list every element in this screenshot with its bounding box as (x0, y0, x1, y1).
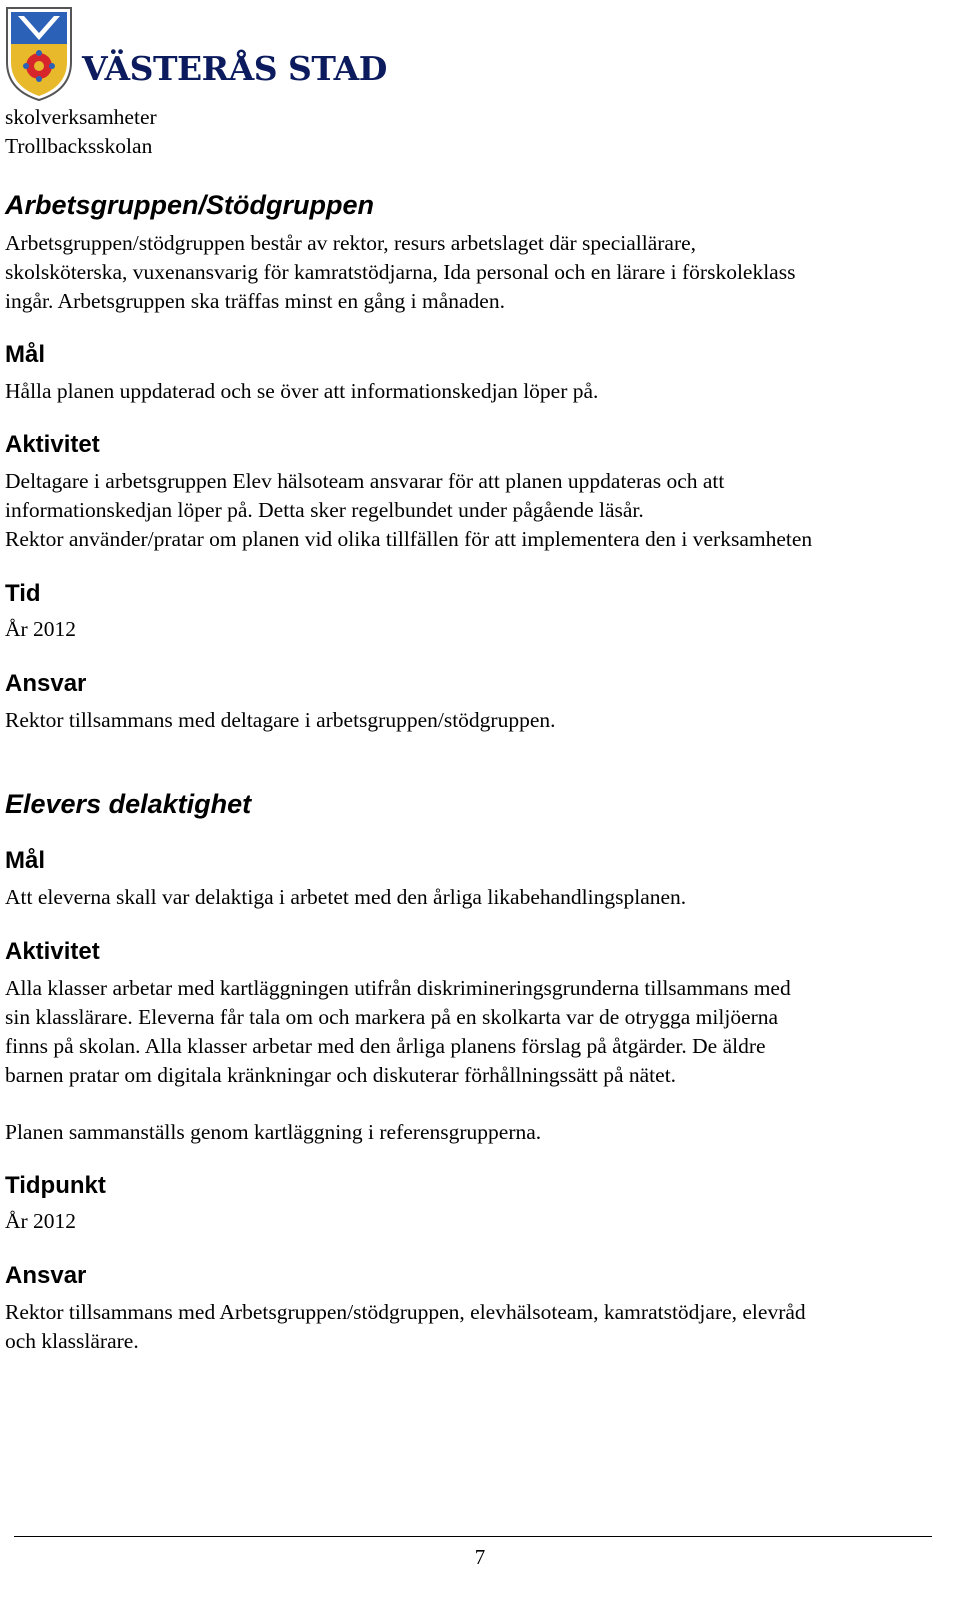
heading-aktivitet: Aktivitet (5, 938, 100, 965)
org-line-2: Trollbacksskolan (5, 134, 153, 158)
intro-paragraph-line: ingår. Arbetsgruppen ska träffas minst en gång i månaden. (5, 289, 505, 313)
planen-text: Planen sammanställs genom kartläggning i referensgrupperna. (5, 1120, 542, 1144)
heading-ansvar: Ansvar (5, 670, 87, 697)
vasteras-stad-logo (4, 2, 387, 102)
heading-tid: Tid (5, 580, 41, 607)
ansvar-line: Rektor tillsammans med Arbetsgruppen/stödgruppen, elevhälsoteam, kamratstödjare, elevråd (5, 1300, 806, 1324)
intro-paragraph-line: Arbetsgruppen/stödgruppen består av rektor, resurs arbetslaget där speciallärare, (5, 231, 697, 255)
ansvar-line: och klasslärare. (5, 1329, 139, 1353)
heading-mal: Mål (5, 341, 46, 368)
tidpunkt-text: År 2012 (5, 1209, 77, 1233)
aktivitet-line: barnen pratar om digitala kränkningar och diskuterar förhållningssätt på nätet. (5, 1063, 677, 1087)
mal-text: Att eleverna skall var delaktiga i arbetet med den årliga likabehandlingsplanen. (5, 885, 687, 909)
intro-paragraph-line: skolsköterska, vuxenansvarig för kamratstödjarna, Ida personal och en lärare i förskoleklass (5, 260, 796, 284)
aktivitet-line: Rektor använder/pratar om planen vid olika tillfällen för att implementera den i verksamheten (5, 527, 813, 551)
tid-text: År 2012 (5, 617, 77, 641)
aktivitet-line: Alla klasser arbetar med kartläggningen utifrån diskrimineringsgrunderna tillsammans med (5, 976, 791, 1000)
mal-text: Hålla planen uppdaterad och se över att informationskedjan löper på. (5, 379, 599, 403)
heading-ansvar: Ansvar (5, 1262, 87, 1289)
coat-of-arms-icon (4, 4, 74, 102)
section-title-elevers-delaktighet: Elevers delaktighet (5, 789, 252, 819)
section-title-arbetsgruppen: Arbetsgruppen/Stödgruppen (5, 190, 374, 220)
aktivitet-line: sin klasslärare. Eleverna får tala om och markera på en skolkarta var de otrygga miljöerna (5, 1005, 779, 1029)
logo-wordmark: VÄSTERÅS STAD (82, 49, 387, 88)
aktivitet-line: informationskedjan löper på. Detta sker regelbundet under pågående läsår. (5, 498, 644, 522)
aktivitet-line: Deltagare i arbetsgruppen Elev hälsoteam ansvarar för att planen uppdateras och att (5, 469, 725, 493)
ansvar-text: Rektor tillsammans med deltagare i arbetsgruppen/stödgruppen. (5, 708, 556, 732)
heading-aktivitet: Aktivitet (5, 431, 100, 458)
heading-tidpunkt: Tidpunkt (5, 1172, 106, 1199)
org-line-1: skolverksamheter (5, 105, 157, 129)
footer-divider (14, 1536, 932, 1537)
page-number: 7 (474, 1545, 486, 1569)
heading-mal: Mål (5, 847, 46, 874)
aktivitet-line: finns på skolan. Alla klasser arbetar med den årliga planens förslag på åtgärder. De äldre (5, 1034, 766, 1058)
